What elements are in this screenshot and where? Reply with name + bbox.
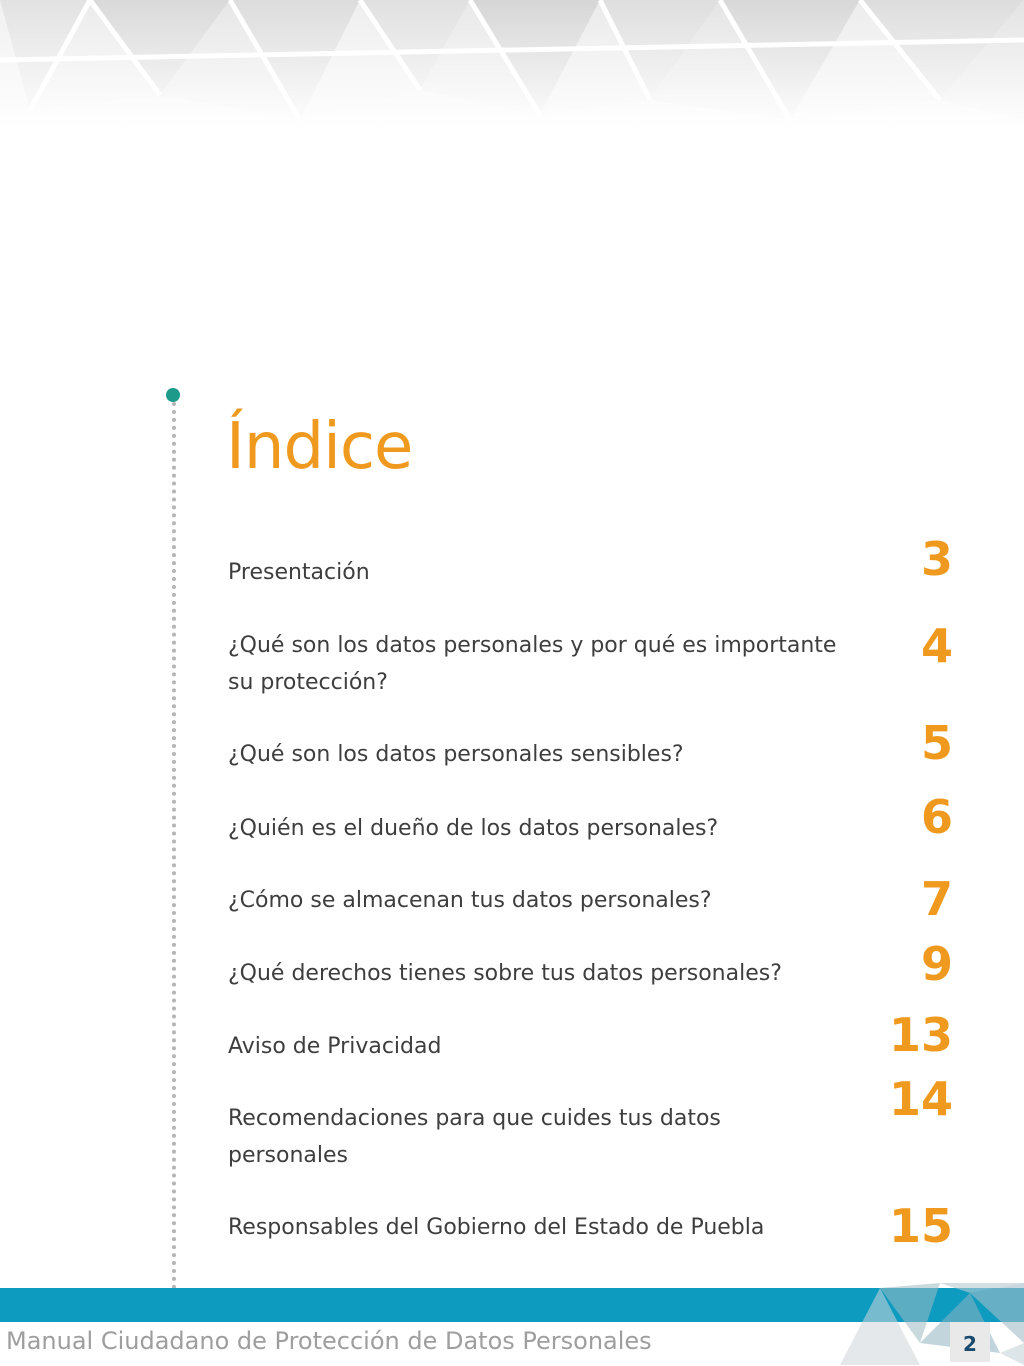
toc-item-recomendaciones[interactable] (228, 1072, 1024, 1190)
toc-item-page: 7 (920, 872, 953, 926)
footer-document-title: Manual Ciudadano de Protección de Datos Personales (6, 1327, 652, 1355)
footer-geometric-pattern (820, 1283, 1024, 1365)
toc-item-que-son[interactable] (228, 619, 1024, 717)
page-number-box (950, 1322, 990, 1362)
toc-item-label: Responsables del Gobierno del Estado de Puebla (228, 1215, 765, 1240)
toc-item-page: 14 (888, 1072, 953, 1126)
toc-item-page: 3 (920, 532, 953, 586)
page-number: 2 (963, 1332, 977, 1356)
toc-item-label: ¿Cómo se almacenan tus datos personales? (228, 888, 712, 913)
toc-item-page: 5 (920, 716, 953, 770)
toc-item-label: ¿Quién es el dueño de los datos personales? (228, 816, 719, 841)
toc-item-label: ¿Qué son los datos personales y por qué es importante su protección? (228, 633, 837, 695)
toc-item-page: 13 (888, 1008, 953, 1062)
toc-item-label: ¿Qué derechos tienes sobre tus datos personales? (228, 961, 782, 986)
toc-item-label: Presentación (228, 560, 370, 585)
toc-item-page: 6 (920, 790, 953, 844)
timeline-dot (166, 388, 180, 402)
toc-item-label: Recomendaciones para que cuides tus datos personales (228, 1106, 721, 1168)
toc-item-label: ¿Qué son los datos personales sensibles? (228, 742, 684, 767)
timeline-dotted-line (172, 402, 176, 1290)
page-title: Índice (226, 410, 413, 484)
toc-item-label: Aviso de Privacidad (228, 1034, 442, 1059)
toc-item-page: 9 (920, 937, 953, 991)
toc-item-page: 15 (888, 1199, 953, 1253)
toc-item-page: 4 (920, 619, 953, 673)
header-geometric-pattern (0, 0, 1024, 130)
